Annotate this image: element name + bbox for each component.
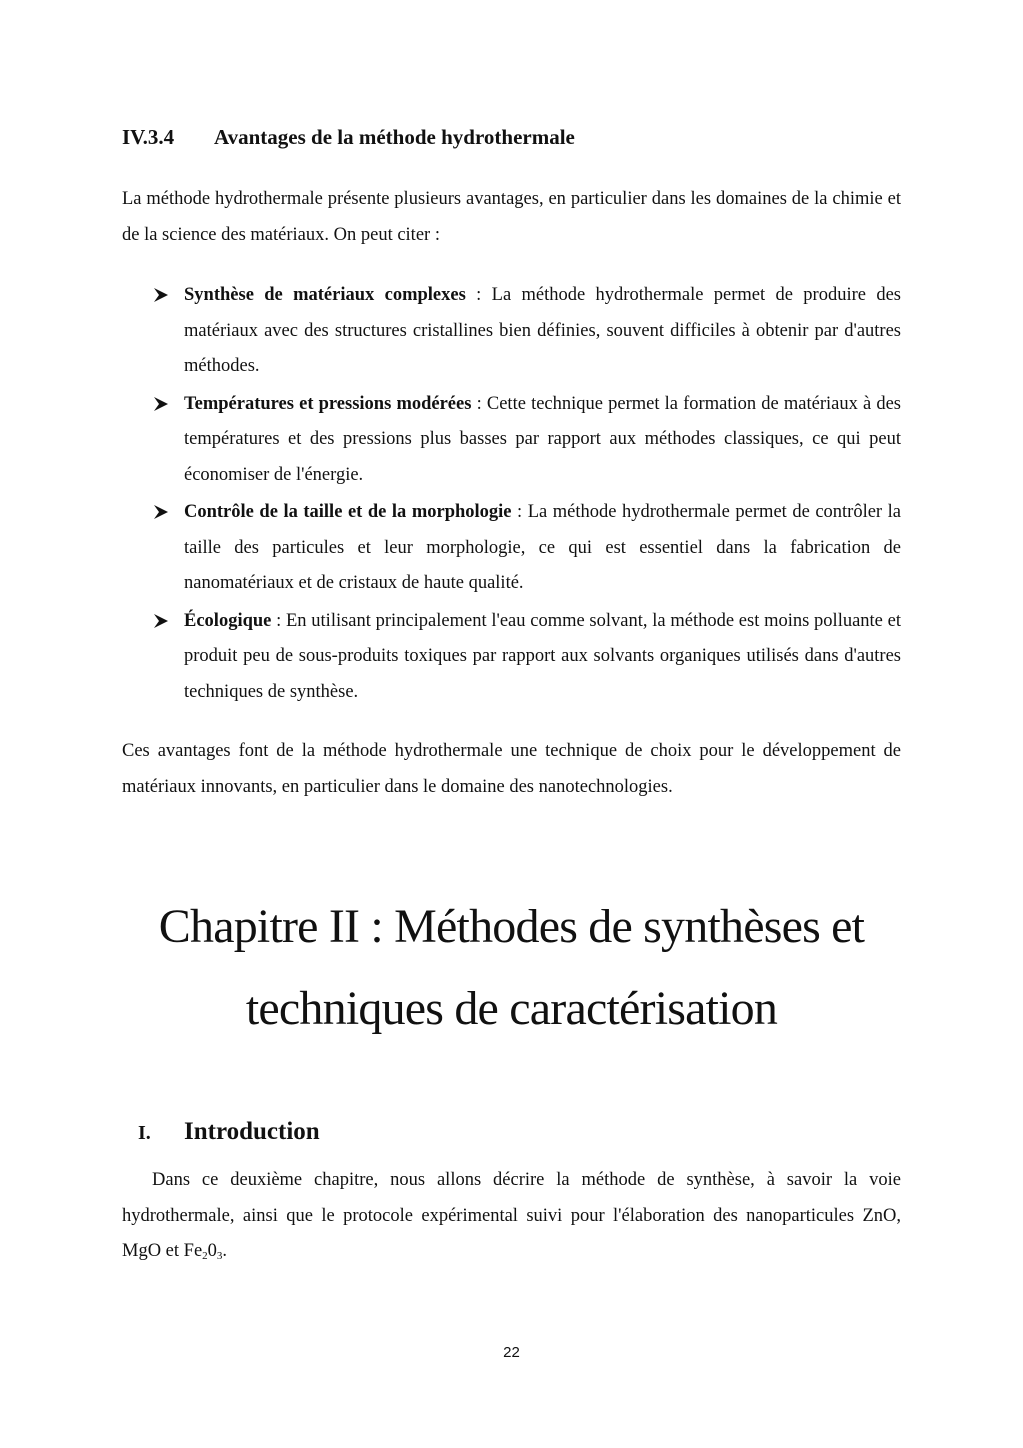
chapter-title: [100, 886, 923, 1050]
advantages-list: [152, 278, 901, 712]
advantage-term: Écologique: [184, 610, 272, 631]
advantage-term: Synthèse de matériaux complexes: [184, 285, 466, 305]
section-heading: [122, 122, 575, 152]
advantage-item-controle: [152, 495, 901, 602]
introduction-paragraph: [122, 1163, 901, 1270]
subscript-2: 2: [202, 1250, 208, 1263]
introduction-title: Introduction: [184, 1118, 320, 1145]
arrowhead-bullet-icon: [153, 287, 169, 303]
arrowhead-bullet-icon: [153, 396, 169, 412]
advantage-text: : La méthode hydrothermale permet de produire des matériaux avec des structures cristallines bien définies, souvent difficiles à obtenir par d'autres méthodes.: [184, 285, 901, 377]
section-number: IV.3.4: [122, 125, 175, 149]
arrowhead-bullet-icon: [153, 504, 169, 520]
advantage-text: : En utilisant principalement l'eau comme solvant, la méthode est moins polluante et produit peu de sous-produits toxiques par rapport aux solvants organiques utilisés dans d'autres techniques de synthèse.: [184, 610, 901, 702]
page-number: 22: [503, 1344, 520, 1361]
arrowhead-bullet-icon: [153, 613, 169, 629]
subscript-3: 3: [216, 1250, 223, 1263]
introduction-text: Dans ce deuxième chapitre, nous allons décrire la méthode de synthèse, à savoir la voie hydrothermale, ainsi que le protocole expérimental suivi pour l'élaboration des nanoparticules ZnO, MgO et Fe: [122, 1170, 901, 1262]
chapter-title-line-1: Chapitre II : Méthodes de synthèses et: [158, 900, 865, 953]
formula-zero: 0: [207, 1241, 217, 1262]
intro-paragraph: La méthode hydrothermale présente plusieurs avantages, en particulier dans les domaines de la chimie et de la science des matériaux. On peut citer :: [122, 189, 901, 245]
advantage-item-synthese: [152, 278, 901, 385]
advantage-item-ecologique: [152, 604, 901, 711]
section-title: Avantages de la méthode hydrothermale: [214, 125, 575, 149]
introduction-number: I.: [138, 1122, 151, 1144]
advantage-term: Températures et pressions modérées: [184, 393, 472, 414]
introduction-heading: [138, 1114, 320, 1151]
chapter-title-line-2: techniques de caractérisation: [245, 982, 778, 1035]
conclusion-paragraph: Ces avantages font de la méthode hydrothermale une technique de choix pour le développement de matériaux innovants, en particulier dans le domaine des nanotechnologies.: [122, 741, 901, 797]
advantage-item-temperatures: [152, 387, 901, 494]
advantage-text: : La méthode hydrothermale permet de contrôler la taille des particules et leur morphologie, ce qui est essentiel dans la fabrication de nanomatériaux et de cristaux de haute qualité.: [184, 502, 901, 594]
advantage-text: : Cette technique permet la formation de matériaux à des températures et des pressions plus basses par rapport aux méthodes classiques, ce qui peut économiser de l'énergie.: [184, 393, 901, 485]
introduction-end: .: [222, 1241, 228, 1262]
advantage-term: Contrôle de la taille et de la morphologie: [184, 502, 512, 523]
